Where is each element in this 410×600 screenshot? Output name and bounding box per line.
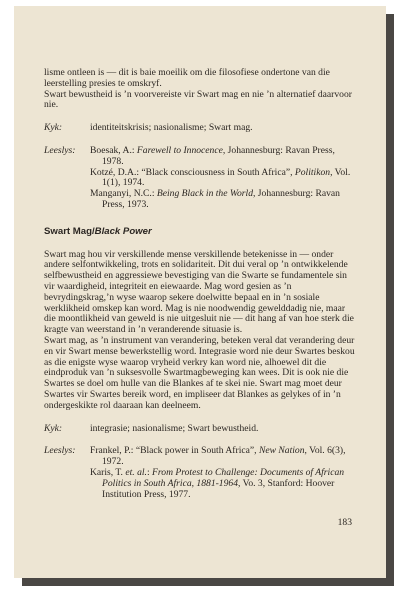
reference-entry: Karis, T. et. al.: From Protest to Challenge: Documents of African Politics in South Africa, 1881-1964, Vo. 3, Stanford: Hoover Institution Press, 1977. xyxy=(90,466,345,500)
see-also-label: Kyk: xyxy=(44,122,63,134)
body-paragraph: Swart mag, as ’n instrument van verandering, beteken veral dat verandering deur en vir Swart mense bewerkstellig word. Integrasie word nie deur Swartes beskou as die enigste wyse waarop vryheid verkry kan word nie, alhoewel dit die eindproduk van ’n suksesvolle Swartmagbeweging kan wees. Dit is ook nie die Swartes se doel om hulle van die Blankes af te skei nie. Swart mag moet deur Swartes vir Swartes bereik word, en impliseer dat Blankes as gelykes of in ’n ondergeskikte rol daaraan kan deelneem. xyxy=(44,334,355,411)
reference-entry: Frankel, P.: “Black power in South Africa”, New Nation, Vol. 6(3), 1972. xyxy=(90,445,346,468)
see-also-2 xyxy=(44,424,356,435)
reference-entry: Boesak, A.: Farewell to Innocence, Johannesburg: Ravan Press, 1978. xyxy=(90,144,335,167)
intro-paragraph: lisme ontleen is — dit is baie moeilik om die filosofiese ondertone van die leerstelling presies te omskryf. xyxy=(44,67,330,89)
see-also-1 xyxy=(44,123,356,134)
book-page xyxy=(14,6,386,578)
reference-entry: Manganyi, N.C.: Being Black in the World, Johannesburg: Ravan Press, 1973. xyxy=(90,188,340,210)
reading-list-2 xyxy=(44,446,356,500)
body-paragraph: Swart mag hou vir verskillende mense verskillende betekenisse in — onder andere selfontwikkeling, trots en solidariteit. Dit dui veral op ’n ontwikkelende selfbewustheid en aggressiewe bevestiging van die Swarte se fundamentele sin vir waardigheid, integriteit en eiewaarde. Mag word gesien as ’n bevrydingskrag,’n wyse waarop sekere doelwitte bepaal en in ’n sosiale werklikheid omskep kan word. Mag is nie noodwendig gewelddadig nie, maar die moontlikheid van geweld is nie uitgesluit nie — dit hang af van hoe sterk die kragte van weerstand in ’n veranderende situasie is. xyxy=(44,248,354,336)
reading-list-label: Leeslys: xyxy=(44,144,76,156)
intro-block xyxy=(44,68,356,111)
reading-list-1 xyxy=(44,146,356,211)
body-block xyxy=(44,250,356,412)
reference-entry: Kotzé, D.A.: “Black consciousness in South Africa”, Politikon, Vol. 1(1), 1974. xyxy=(90,166,351,189)
intro-paragraph: Swart bewustheid is ’n voorvereiste vir Swart mag en nie ’n alternatief daarvoor nie. xyxy=(44,88,352,111)
see-also-text: identiteitskrisis; nasionalisme; Swart mag. xyxy=(90,122,253,134)
see-also-label: Kyk: xyxy=(44,422,63,434)
page-number: 183 xyxy=(337,517,352,528)
reading-list-label: Leeslys: xyxy=(44,445,76,457)
section-heading: Swart Mag/Black Power xyxy=(44,225,152,237)
see-also-text: integrasie; nasionalisme; Swart bewustheid. xyxy=(90,422,259,434)
